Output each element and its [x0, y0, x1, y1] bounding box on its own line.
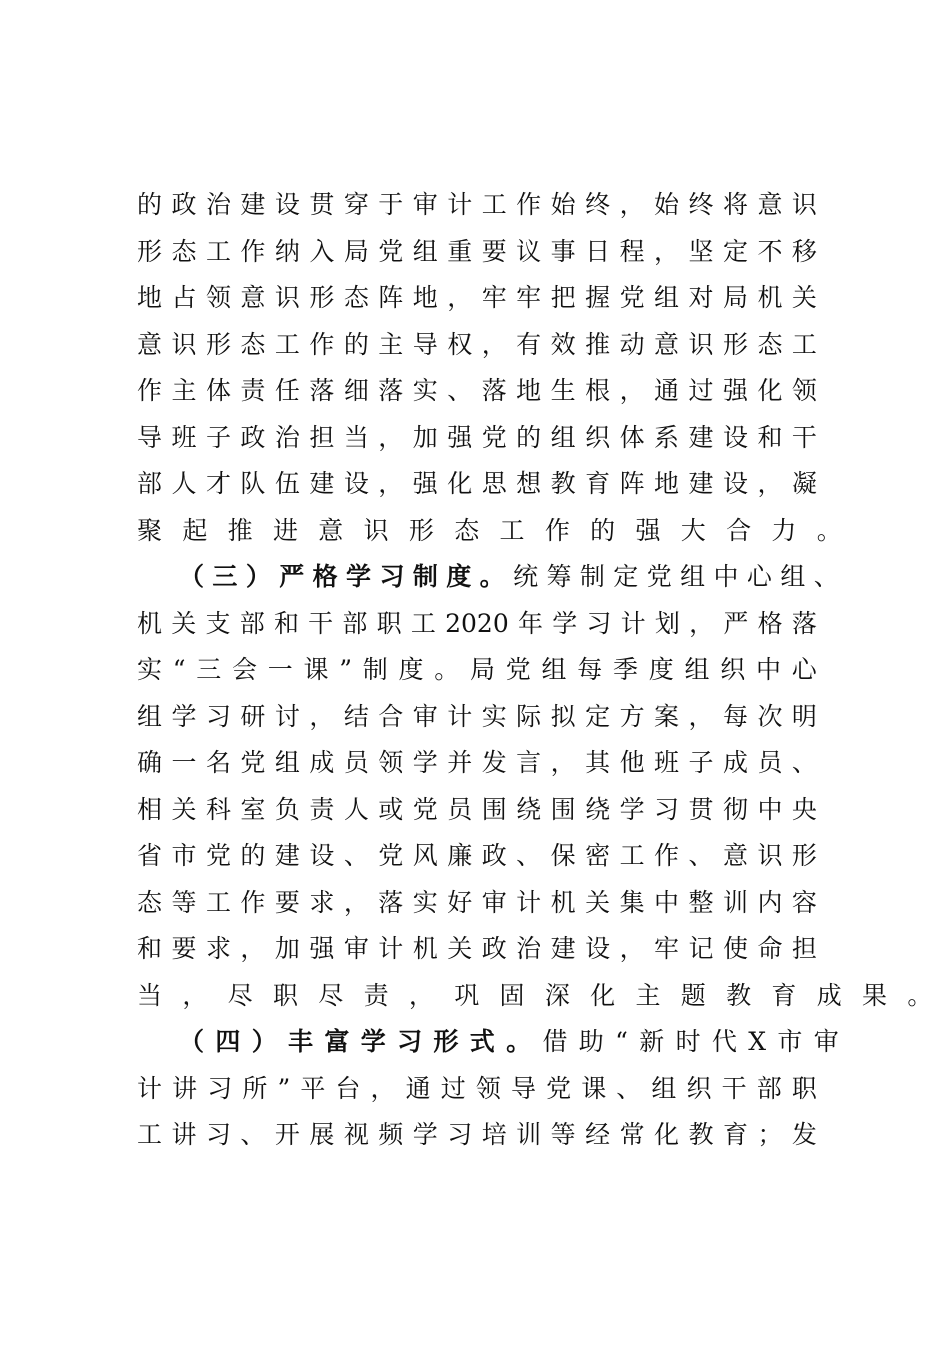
text-line: 和 要 求 ， 加 强 审 计 机 关 政 治 建 设 ， 牢 记 使 命 担 [137, 934, 817, 963]
text-line: （ 三 ） 严 格 学 习 制 度 。 统 筹 制 定 党 组 中 心 组 、 [179, 562, 839, 591]
text-line: 的 政 治 建 设 贯 穿 于 审 计 工 作 始 终 ， 始 终 将 意 识 [137, 190, 817, 219]
body-text [137, 182, 933, 1159]
text-line: 确 一 名 党 组 成 员 领 学 并 发 言 ， 其 他 班 子 成 员 、 [137, 748, 817, 777]
text-line: 省 市 党 的 建 设 、 党 风 廉 政 、 保 密 工 作 、 意 识 形 [137, 841, 817, 870]
text-line: 聚 起 推 进 意 识 形 态 工 作 的 强 大 合 力 。 [137, 515, 842, 545]
text-line: 计 讲 习 所 ” 平 台 ， 通 过 领 导 党 课 、 组 织 干 部 职 [137, 1073, 817, 1103]
text-line: 导 班 子 政 治 担 当 ， 加 强 党 的 组 织 体 系 建 设 和 干 [137, 422, 817, 452]
text-line: 态 等 工 作 要 求 ， 落 实 好 审 计 机 关 集 中 整 训 内 容 [137, 887, 817, 917]
text-line: （ 四 ） 丰 富 学 习 形 式 。 借 助 “ 新 时 代 X 市 审 [179, 1027, 839, 1056]
text-line: 地 占 领 意 识 形 态 阵 地 ， 牢 牢 把 握 党 组 对 局 机 关 [137, 283, 817, 312]
text-line: 形 态 工 作 纳 入 局 党 组 重 要 议 事 日 程 ， 坚 定 不 移 [137, 236, 817, 266]
text-line: 组 学 习 研 讨 ， 结 合 审 计 实 际 拟 定 方 案 ， 每 次 明 [137, 701, 817, 731]
text-line: 部 人 才 队 伍 建 设 ， 强 化 思 想 教 育 阵 地 建 设 ， 凝 [137, 469, 817, 498]
text-line: 当 ， 尽 职 尽 责 ， 巩 固 深 化 主 题 教 育 成 果 。 [137, 980, 933, 1010]
text-line: 意 识 形 态 工 作 的 主 导 权 ， 有 效 推 动 意 识 形 态 工 [137, 329, 817, 359]
text-line: 工 讲 习 、 开 展 视 频 学 习 培 训 等 经 常 化 教 育 ； 发 [137, 1120, 817, 1149]
text-line: 相 关 科 室 负 责 人 或 党 员 围 绕 围 绕 学 习 贯 彻 中 央 [137, 794, 817, 824]
text-line: 作 主 体 责 任 落 细 落 实 、 落 地 生 根 ， 通 过 强 化 领 [137, 376, 817, 405]
text-line: 实 “ 三 会 一 课 ” 制 度 。 局 党 组 每 季 度 组 织 中 心 [137, 655, 817, 684]
text-line: 机 关 支 部 和 干 部 职 工 2020 年 学 习 计 划 ， 严 格 落 [137, 608, 817, 638]
